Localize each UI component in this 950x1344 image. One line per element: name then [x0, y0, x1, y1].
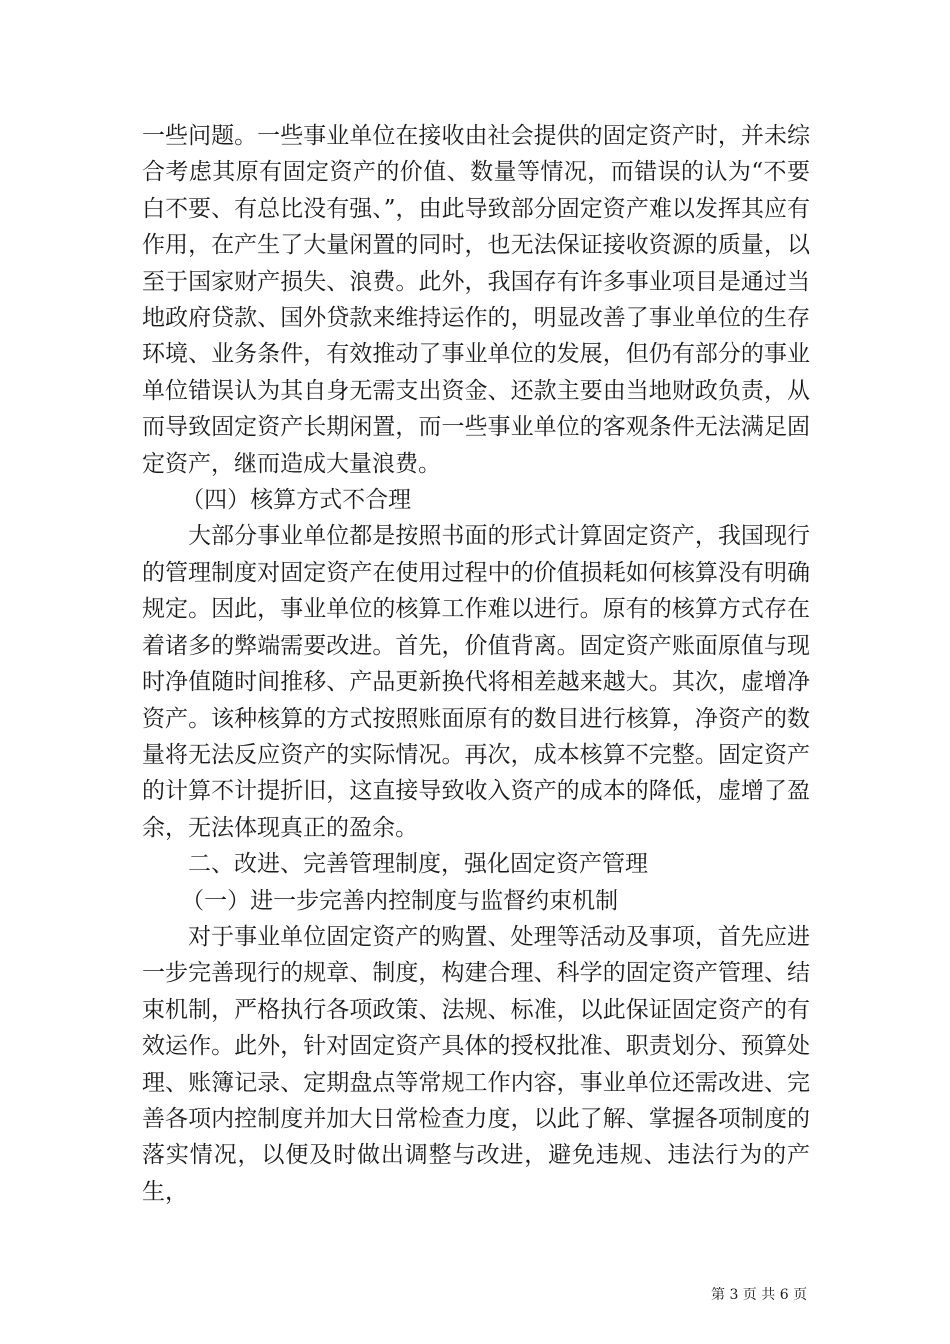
section-heading-improve-management: 二、改进、完善管理制度，强化固定资产管理 — [188, 851, 648, 878]
paragraph-internal-control: 对于事业单位固定资产的购置、处理等活动及事项，首先应进一步完善现行的规章、制度，构建合理、科学的固定资产管理、结束机制，严格执行各项政策、法规、标准，以此保证固定资产的有效运作。此外，针对固定资产具体的授权批准、职责划分、预算处理、账簿记录、定期盘点等常规工作内容，事业单位还需改进、完善各项内控制度并加大日常检查力度，以此了解、掌握各项制度的落实情况，以便及时做出调整与改进，避免违规、违法行为的产生， — [142, 923, 810, 1205]
subheading-accounting-method: （四）核算方式不合理 — [181, 487, 412, 514]
paragraph-continuation: 一些问题。一些事业单位在接收由社会提供的固定资产时，并未综合考虑其原有固定资产的价值、数量等情况，而错误的认为“不要白不要、有总比没有强、”，由此导致部分固定资产难以发挥其应有作用，在产生了大量闲置的同时，也无法保证接收资源的质量，以至于国家财产损失、浪费。此外，我国存有许多事业项目是通过当地政府贷款、国外贷款来维持运作的，明显改善了事业单位的生存环境、业务条件，有效推动了事业单位的发展，但仍有部分的事业单位错误认为其自身无需支出资金、还款主要由当地财政负责，从而导致固定资产长期闲置，而一些事业单位的客观条件无法满足固定资产，继而造成大量浪费。 — [142, 123, 810, 477]
paragraph-accounting: 大部分事业单位都是按照书面的形式计算固定资产，我国现行的管理制度对固定资产在使用过程中的价值损耗如何核算没有明确规定。因此，事业单位的核算工作难以进行。原有的核算方式存在着诸多的弊端需要改进。首先，价值背离。固定资产账面原值与现时净值随时间推移、产品更新换代将相差越来越大。其次，虚增净资产。该种核算的方式按照账面原有的数目进行核算，净资产的数量将无法反应资产的实际情况。再次，成本核算不完整。固定资产的计算不计提折旧，这直接导致收入资产的成本的降低，虚增了盈余，无法体现真正的盈余。 — [142, 523, 810, 841]
document-body — [142, 118, 810, 1210]
page-number-footer: 第 3 页 共 6 页 — [711, 1287, 808, 1303]
subheading-internal-control: （一）进一步完善内控制度与监督约束机制 — [181, 887, 619, 914]
